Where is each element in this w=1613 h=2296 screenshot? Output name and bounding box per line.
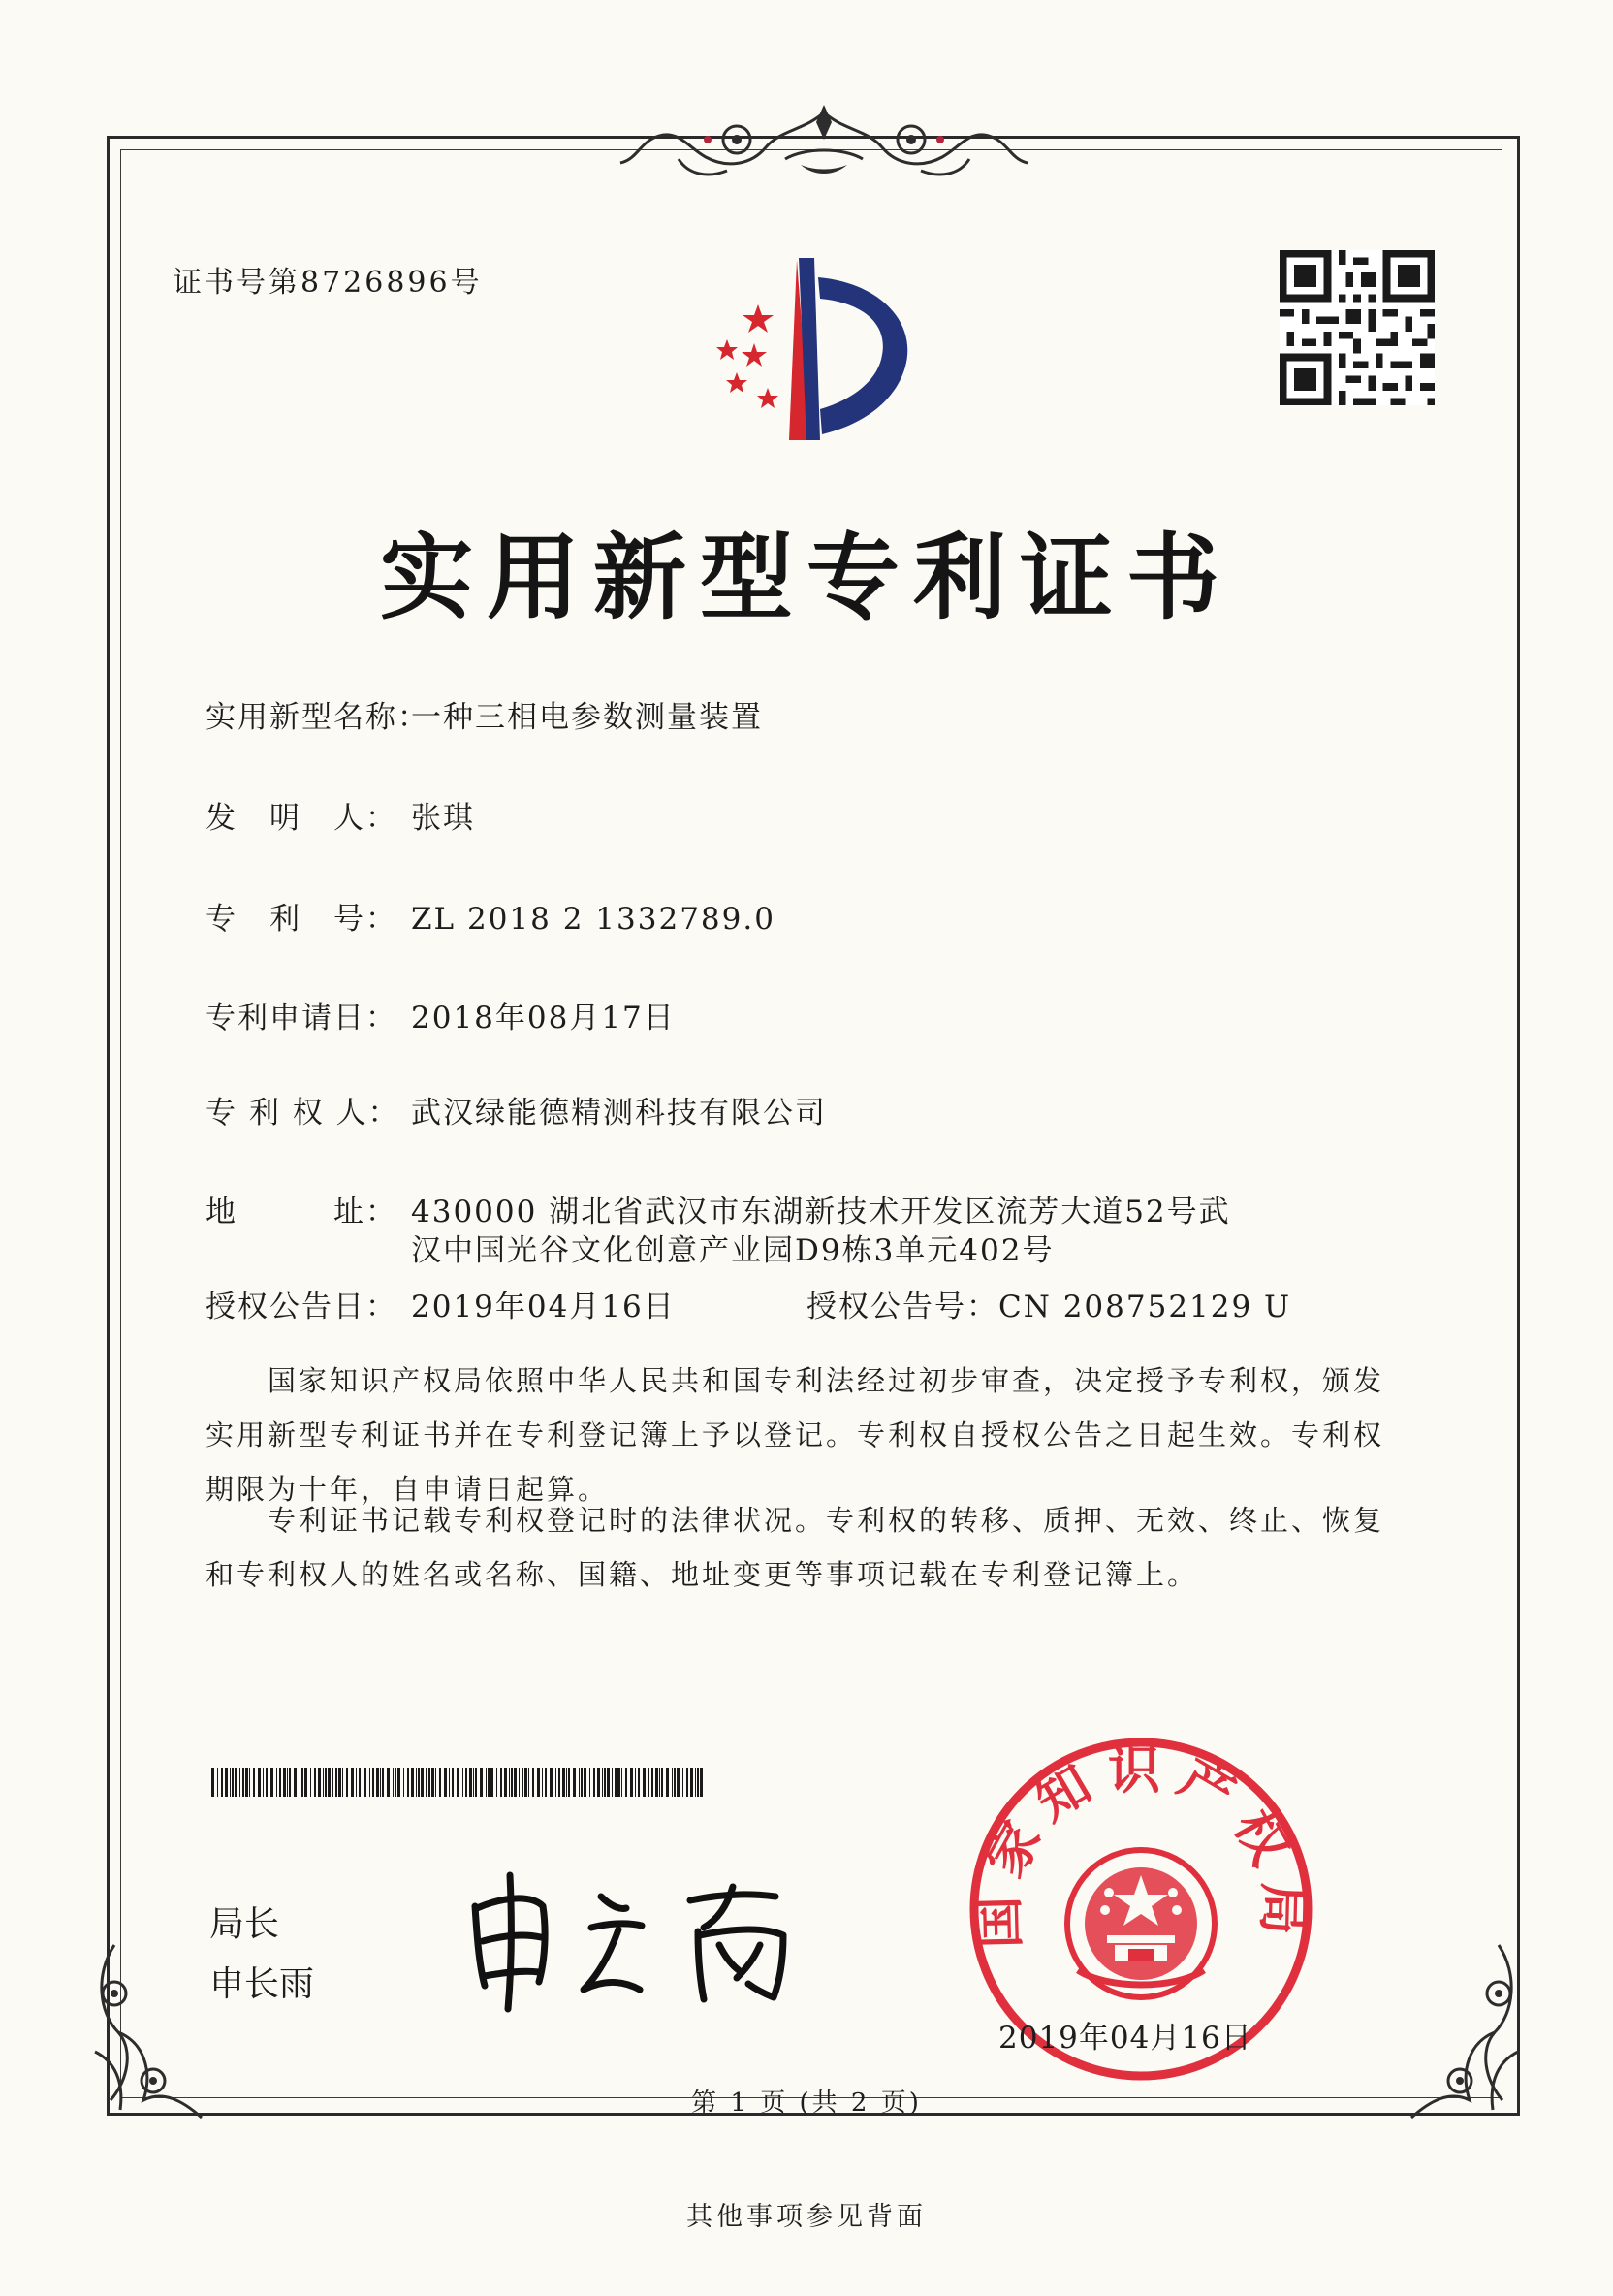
barcode-bar [519, 1768, 520, 1797]
barcode-bar [545, 1768, 547, 1797]
barcode-bar [532, 1768, 534, 1797]
barcode-bar [635, 1768, 636, 1797]
barcode-bar [537, 1768, 540, 1797]
barcode-bar [304, 1768, 307, 1797]
barcode-bar [289, 1768, 291, 1797]
barcode-bar [418, 1768, 420, 1797]
barcode-bar [469, 1768, 472, 1797]
barcode-bar [211, 1768, 214, 1797]
barcode-bar [395, 1768, 396, 1797]
barcode-bar [270, 1768, 273, 1797]
barcode-bar [428, 1768, 430, 1797]
body-paragraph-2: 专利证书记载专利权登记时的法律状况。专利权的转移、质押、无效、终止、恢复和专利权人的姓名或名称、国籍、地址变更等事项记载在专利登记簿上。 [206, 1504, 1385, 1591]
barcode-bar [435, 1768, 436, 1797]
barcode-bar [301, 1768, 303, 1797]
barcode-bar [528, 1768, 529, 1797]
field-value: 2018年08月17日 [411, 1001, 676, 1036]
director-name: 申长雨 [209, 1964, 315, 2004]
field-label: 专 利 号： [206, 902, 397, 937]
barcode-bar [659, 1768, 660, 1797]
director-title: 局长 [209, 1904, 280, 1944]
barcode-bar [452, 1768, 454, 1797]
barcode-bar [439, 1768, 441, 1797]
barcode-bar [245, 1768, 248, 1797]
barcode-bar [372, 1768, 374, 1797]
barcode-bar [621, 1768, 622, 1797]
barcode-bar [682, 1768, 683, 1797]
field-value: 张琪 [411, 801, 475, 836]
barcode-bar [593, 1768, 595, 1797]
field-value-line1: 430000 湖北省武汉市东湖新技术开发区流芳大道52号武 [411, 1195, 1231, 1229]
barcode-bar [263, 1768, 264, 1797]
barcode-bar [697, 1768, 699, 1797]
barcode-bar [325, 1768, 327, 1797]
barcode-bar [332, 1768, 333, 1797]
barcode-bar [630, 1768, 633, 1797]
barcode [211, 1768, 708, 1797]
barcode-bar [584, 1768, 586, 1797]
barcode-bar [562, 1768, 565, 1797]
field-grant-publication-number [806, 1282, 1291, 1325]
barcode-bar [674, 1768, 676, 1797]
barcode-bar [500, 1768, 502, 1797]
field-value: 武汉绿能德精测科技有限公司 [411, 1096, 827, 1131]
barcode-bar [550, 1768, 553, 1797]
field-grant-date [206, 1282, 676, 1325]
seal-date: 2019年04月16日 [998, 2021, 1252, 2056]
barcode-bar [431, 1768, 434, 1797]
barcode-bar [376, 1768, 379, 1797]
barcode-bar [266, 1768, 268, 1797]
field-patentee [206, 1088, 827, 1132]
barcode-bar [581, 1768, 583, 1797]
field-utility-model-name [206, 692, 763, 736]
field-address [206, 1187, 1231, 1230]
barcode-bar [328, 1768, 331, 1797]
barcode-bar [221, 1768, 223, 1797]
barcode-bar [480, 1768, 483, 1797]
barcode-bar [488, 1768, 490, 1797]
barcode-bar [475, 1768, 477, 1797]
field-value: CN 208752129 U [998, 1290, 1292, 1324]
barcode-bar [346, 1768, 348, 1797]
barcode-bar [573, 1768, 576, 1797]
barcode-bar [283, 1768, 286, 1797]
barcode-bar [387, 1768, 390, 1797]
barcode-bar [524, 1768, 527, 1797]
barcode-bar [638, 1768, 640, 1797]
barcode-bar [672, 1768, 673, 1797]
barcode-bar [555, 1768, 556, 1797]
barcode-bar [235, 1768, 237, 1797]
barcode-bar [589, 1768, 590, 1797]
barcode-bar [490, 1768, 493, 1797]
field-value: ZL 2018 2 1332789.0 [411, 902, 775, 937]
field-label: 授权公告日： [206, 1290, 397, 1324]
barcode-bar [655, 1768, 658, 1797]
barcode-bar [239, 1768, 240, 1797]
barcode-bar [566, 1768, 567, 1797]
barcode-bar [615, 1768, 617, 1797]
field-value: 2019年04月16日 [411, 1290, 676, 1324]
page-title: 实用新型专利证书 [380, 524, 1233, 632]
barcode-bar [625, 1768, 627, 1797]
barcode-bar [690, 1768, 693, 1797]
field-label: 专利申请日： [206, 1001, 397, 1036]
barcode-bar [444, 1768, 447, 1797]
barcode-bar [522, 1768, 523, 1797]
barcode-bar [393, 1768, 394, 1797]
barcode-bar [617, 1768, 620, 1797]
barcode-bar [558, 1768, 560, 1797]
barcode-bar [486, 1768, 487, 1797]
svg-text:国家知识产权局: 国家知识产权局 [967, 1739, 1314, 1950]
barcode-bar [514, 1768, 517, 1797]
barcode-bar [651, 1768, 653, 1797]
barcode-bar [217, 1768, 218, 1797]
barcode-bar [612, 1768, 613, 1797]
barcode-bar [604, 1768, 606, 1797]
patent-emblem-icon [698, 254, 950, 448]
barcode-bar [643, 1768, 646, 1797]
barcode-bar [648, 1768, 649, 1797]
barcode-bar [242, 1768, 244, 1797]
barcode-bar [287, 1768, 288, 1797]
barcode-bar [279, 1768, 281, 1797]
field-label: 实用新型名称： [206, 700, 429, 735]
field-address-continued [411, 1226, 1054, 1269]
field-value: 一种三相电参数测量装置 [411, 700, 763, 735]
barcode-bar [509, 1768, 510, 1797]
barcode-bar [421, 1768, 424, 1797]
page-indicator: 第 1 页 (共 2 页) [691, 2089, 922, 2118]
field-label: 授权公告号： [806, 1290, 998, 1324]
field-label: 地 址： [206, 1195, 397, 1229]
barcode-bar [426, 1768, 427, 1797]
field-patent-number [206, 894, 775, 938]
barcode-bar [380, 1768, 381, 1797]
barcode-bar [511, 1768, 513, 1797]
barcode-bar [335, 1768, 337, 1797]
director-signature [456, 1867, 824, 2013]
barcode-bar [416, 1768, 417, 1797]
barcode-bar [258, 1768, 261, 1797]
barcode-bar [318, 1768, 321, 1797]
barcode-bar [314, 1768, 316, 1797]
barcode-bar [232, 1768, 234, 1797]
barcode-bar [342, 1768, 343, 1797]
barcode-bar [568, 1768, 570, 1797]
barcode-bar [579, 1768, 580, 1797]
barcode-bar [465, 1768, 467, 1797]
top-ornament [582, 101, 1066, 190]
barcode-bar [695, 1768, 696, 1797]
barcode-bar [359, 1768, 361, 1797]
barcode-bar [230, 1768, 231, 1797]
body-paragraph-1: 国家知识产权局依照中华人民共和国专利法经过初步审查，决定授予专利权，颁发实用新型专利证书并在专利登记簿上予以登记。专利权自授权公告之日起生效。专利权期限为十年，自申请日起算。 [206, 1364, 1385, 1506]
barcode-bar [597, 1768, 600, 1797]
certificate-number: 证书号第8726896号 [173, 266, 483, 300]
qr-code [1280, 250, 1435, 405]
barcode-bar [661, 1768, 663, 1797]
barcode-bar [225, 1768, 228, 1797]
barcode-bar [602, 1768, 603, 1797]
barcode-bar [369, 1768, 370, 1797]
barcode-bar [449, 1768, 450, 1797]
barcode-bar [310, 1768, 311, 1797]
field-label: 专 利 权 人： [206, 1096, 400, 1131]
barcode-bar [457, 1768, 459, 1797]
barcode-bar [542, 1768, 543, 1797]
barcode-bar [323, 1768, 324, 1797]
barcode-bar [686, 1768, 688, 1797]
field-inventor [206, 793, 475, 837]
national-emblem-icon [1067, 1850, 1215, 1997]
barcode-bar [462, 1768, 463, 1797]
barcode-bar [382, 1768, 384, 1797]
barcode-bar [397, 1768, 400, 1797]
field-value-line2: 汉中国光谷文化创意产业园D9栋3单元402号 [411, 1233, 1055, 1268]
footer-note: 其他事项参见背面 [686, 2202, 927, 2232]
barcode-bar [356, 1768, 357, 1797]
barcode-bar [504, 1768, 507, 1797]
barcode-bar [276, 1768, 277, 1797]
barcode-bar [249, 1768, 250, 1797]
barcode-bar [496, 1768, 497, 1797]
barcode-bar [403, 1768, 404, 1797]
field-filing-date [206, 993, 676, 1036]
barcode-bar [407, 1768, 409, 1797]
field-label: 发 明 人： [206, 801, 397, 836]
barcode-bar [294, 1768, 297, 1797]
barcode-bar [338, 1768, 341, 1797]
barcode-bar [666, 1768, 669, 1797]
barcode-bar [607, 1768, 610, 1797]
barcode-bar [253, 1768, 255, 1797]
barcode-bar [351, 1768, 354, 1797]
barcode-bar [700, 1768, 703, 1797]
barcode-bar [677, 1768, 680, 1797]
barcode-bar [411, 1768, 414, 1797]
barcode-bar [364, 1768, 366, 1797]
barcode-bar [473, 1768, 474, 1797]
